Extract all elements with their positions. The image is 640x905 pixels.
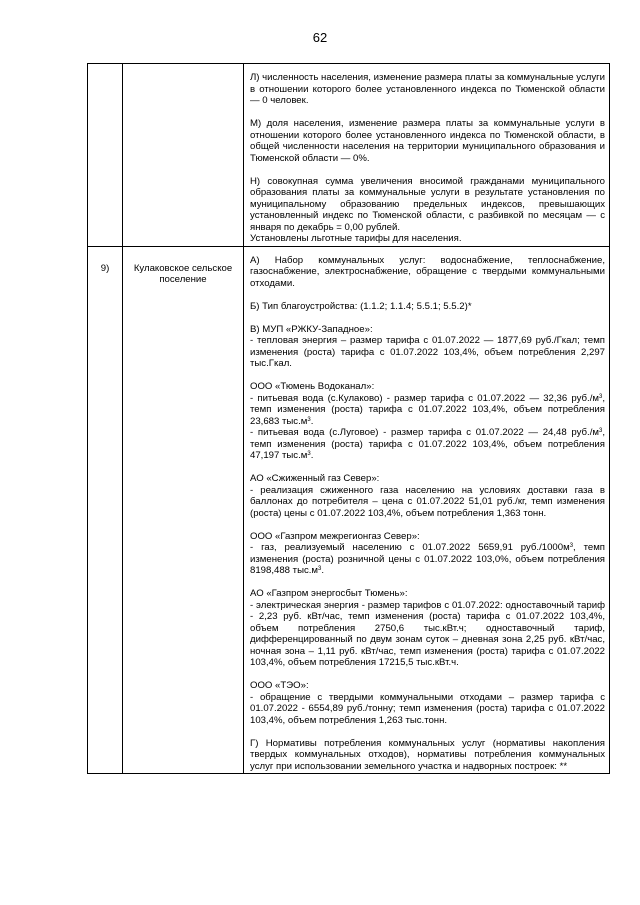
row-number-cell [88,64,123,247]
text-line: АО «Газпром энергосбыт Тюмень»: [250,588,408,599]
description-cell [244,64,610,247]
page-number: 62 [312,30,328,45]
text-line: Б) Тип благоустройства: (1.1.2; 1.1.4; 5.5.1; 5.5.2)* [250,300,472,312]
table-row [88,64,610,247]
text-line: - тепловая энергия – размер тарифа с 01.07.2022 — 1877,69 руб./Гкал; темп изменения (роста) тарифа с 01.07.2022 103,4%, объем потребления 2,297 тыс.Гкал. [250,335,605,369]
municipality-name-cell [123,64,244,247]
text-line: - газ, реализуемый населению с 01.07.2022 5659,91 $руб./1000м^3$, темп изменения (роста) розничной цены с 01.07.2022 103,0%, объем потребления 8198,488 $тыс.м^3$. [250,542,606,576]
text-line: А) Набор коммунальных услуг: водоснабжение, теплоснабжение, газоснабжение, электроснабжение, обращение с твердыми коммунальными отходами. [250,254,605,289]
description-cell [244,246,610,774]
text-line: ООО «ТЭО»: [250,680,309,691]
row-number-cell: 9) [88,246,123,774]
tariff-table [87,63,610,774]
row-9-paragraphs [250,255,605,773]
table-row [88,246,610,774]
municipality-name-cell: Кулаковское сельское поселение [123,246,244,774]
text-line: Н) совокупная сумма увеличения вносимой гражданами муниципального образования платы за коммунальные услуги в результате установления по муниципальному образованию предельных индексов, превышающих установленный индекс по Тюменской области, с разбивкой по месяцам — с января по декабрь = 0,00 рублей. [250,175,605,233]
text-line: - электрическая энергия - размер тарифов с 01.07.2022: одноставочный тариф - 2,23 руб. кВт/час, темп изменения (роста) тарифа с 01.07.2022 103,4%, объем потребления 2750,6 тыс.кВт.ч; одноставочный тариф, дифференцированный по двум зонам суток – дневная зона 2,25 руб. кВт/час, ночная зона – 1,11 руб. кВт/час, темп изменения (роста) тарифа с 01.07.2022 103,4%, объем потребления 17215,5 тыс.кВт.ч. [250,599,605,668]
text-line: АО «Сжиженный газ Север»: [250,473,380,484]
text-line: Л) численность населения, изменение размера платы за коммунальные услуги в отношении которого более установленного индекса по Тюменской области — 0 человек. [250,72,605,106]
text-line: М) доля населения, изменение размера платы за коммунальные услуги в отношении которого более установленного индекса по Тюменской области, в общей численности населения на территории муниципального образования и Тюменской области — 0%. [250,118,605,164]
text-line: - обращение с твердыми коммунальными отходами – размер тарифа с 01.07.2022 - 6554,89 руб./тонну; темп изменения (роста) тарифа с 01.07.2022 103,4%, объем потребления 1,263 тыс.тонн. [250,691,605,726]
text-line: В) МУП «РЖКУ-Западное»: [250,323,373,335]
text-line: ООО «Тюмень Водоканал»: [250,381,375,392]
text-line: Г) Нормативы потребления коммунальных услуг (нормативы накопления твердых коммунальных отходов), нормативы потребления коммунальных услуг при использовании земельного участка и надворных построек: ** [250,737,605,772]
text-line: ООО «Газпром межрегионгаз Север»: [250,530,420,542]
text-line: Установлены льготные тарифы для населения. [250,233,462,244]
row-prev-paragraphs [250,72,605,245]
text-line: - реализация сжиженного газа населению на условиях доставки газа в баллонах до потребителя – цена с 01.07.2022 51,01 руб./кг, темп изменения (роста) цены с 01.07.2022 103,4%, объем потребления 1,363 тонн. [250,484,605,519]
text-line: - питьевая вода (с.Кулаково) - размер тарифа с 01.07.2022 — 32,36 $руб./м^3$, темп изменения (роста) тарифа с 01.07.2022 103,4%, объем потребления 23,683 $тыс.м^3$. [250,392,605,427]
text-line: - питьевая вода (с.Луговое) - размер тарифа с 01.07.2022 — 24,48 $руб./м^3$, темп изменения (роста) тарифа с 01.07.2022 103,4%, объем потребления 47,197 $тыс.м^3$. [250,427,605,461]
